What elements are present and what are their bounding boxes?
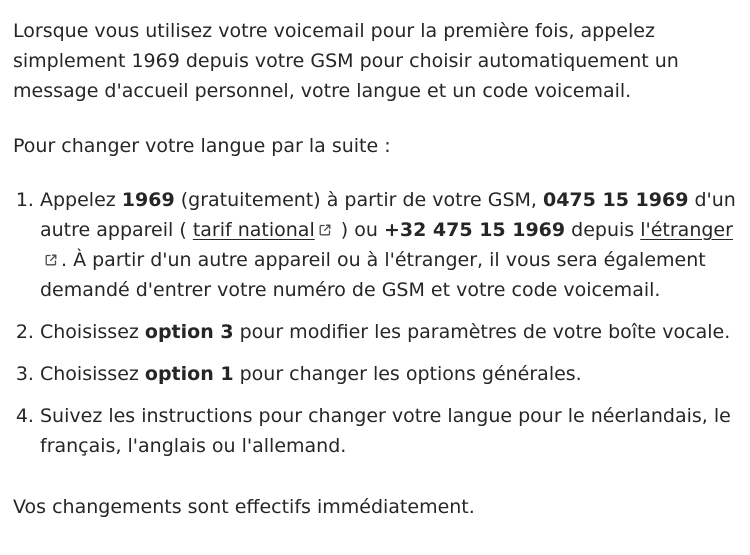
step-3-text-b: pour changer les options générales. — [233, 363, 582, 385]
abroad-link[interactable]: l'étranger — [640, 219, 733, 241]
step-2-text-b: pour modifier les paramètres de votre boîte vocale. — [233, 321, 731, 343]
steps-list — [13, 185, 736, 461]
step-1-text-f: . À partir d'un autre appareil ou à l'étranger, il vous sera également demandé d'entrer votre numéro de GSM et votre code voicemail. — [40, 249, 706, 301]
external-link-icon — [44, 253, 58, 267]
step-2 — [40, 317, 736, 347]
step-1-text-c: d'un autre appareil ( — [40, 189, 736, 241]
step-1-text-b: (gratuitement) à partir de votre GSM, — [174, 189, 543, 211]
step-1-text-e: depuis — [565, 219, 641, 241]
lead-paragraph: Pour changer votre langue par la suite : — [13, 135, 391, 157]
step-1-number-national: 0475 15 1969 — [542, 189, 689, 211]
intro-paragraph: Lorsque vous utilisez votre voicemail pour la première fois, appelez simplement 1969 depuis votre GSM pour choisir automatiquement un message d'accueil personnel, votre langue et un code voicemail. — [13, 20, 679, 102]
step-1-number-free: 1969 — [121, 189, 175, 211]
step-3-option: option 1 — [144, 363, 234, 385]
step-3-text-a: Choisissez — [40, 363, 145, 385]
step-4 — [40, 401, 736, 461]
step-1-number-international: +32 475 15 1969 — [383, 219, 566, 241]
step-1-text-a: Appelez — [40, 189, 122, 211]
step-1-text-d: ) ou — [334, 219, 384, 241]
step-4-text: Suivez les instructions pour changer votre langue pour le néerlandais, le français, l'anglais ou l'allemand. — [40, 405, 731, 457]
national-rate-link[interactable]: tarif national — [192, 219, 315, 241]
step-2-text-a: Choisissez — [40, 321, 145, 343]
external-link-icon — [318, 223, 332, 237]
final-paragraph: Vos changements sont effectifs immédiatement. — [13, 496, 475, 518]
step-1 — [40, 185, 736, 305]
step-3 — [40, 359, 736, 389]
step-2-option: option 3 — [144, 321, 234, 343]
